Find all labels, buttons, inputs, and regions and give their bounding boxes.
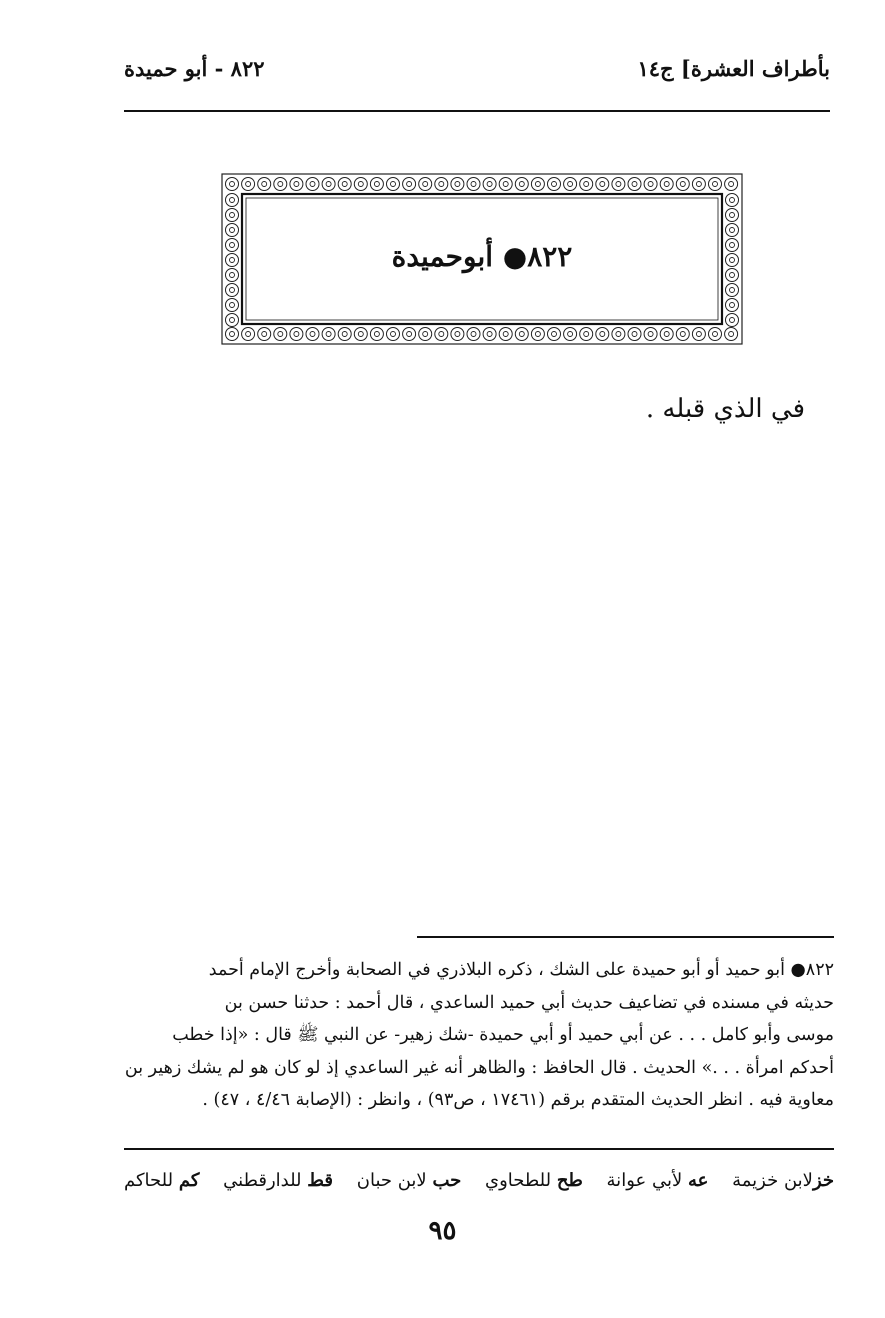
ornament-motif bbox=[403, 328, 416, 341]
ornament-motif bbox=[226, 328, 239, 341]
ornament-motif bbox=[580, 328, 593, 341]
ornament-motif bbox=[290, 178, 303, 191]
ornament-motif bbox=[709, 178, 722, 191]
ornament-motif bbox=[726, 314, 739, 327]
ornament-motif-center bbox=[391, 332, 396, 337]
ornament-motif-center bbox=[407, 182, 412, 187]
ornament-motif-center bbox=[713, 332, 718, 337]
ornament-motif bbox=[725, 328, 738, 341]
ornament-motif bbox=[354, 178, 367, 191]
ornament-motif-center bbox=[358, 332, 363, 337]
ornament-motif-center bbox=[729, 182, 734, 187]
footnote-line: أحدكم امرأة . . .» الحديث . قال الحافظ : والظاهر أنه غير الساعدي إذ لو كان هو لم يشك زهير بن bbox=[124, 1057, 834, 1078]
running-title-chapter: ٨٢٢ - أبو حميدة bbox=[124, 56, 265, 81]
ornament-motif-center bbox=[730, 258, 735, 263]
ornament-motif bbox=[564, 178, 577, 191]
ornament-motif-center bbox=[230, 213, 235, 218]
ornament-motif-center bbox=[584, 182, 589, 187]
ornament-motif-center bbox=[374, 182, 379, 187]
ornament-motif-center bbox=[648, 332, 653, 337]
ornament-motif-center bbox=[680, 182, 685, 187]
ornament-motif bbox=[531, 328, 544, 341]
ornament-motif bbox=[226, 314, 239, 327]
ornament-motif bbox=[306, 328, 319, 341]
ornament-motif bbox=[258, 178, 271, 191]
ornament-motif-center bbox=[730, 228, 735, 233]
ornament-motif bbox=[628, 178, 641, 191]
ornament-motif bbox=[548, 178, 561, 191]
ornament-motif-center bbox=[455, 182, 460, 187]
ornament-motif-center bbox=[730, 303, 735, 308]
ornament-motif-center bbox=[552, 182, 557, 187]
ornament-motif-center bbox=[487, 182, 492, 187]
ornament-motif bbox=[226, 284, 239, 297]
ornament-motif bbox=[467, 328, 480, 341]
footnote-line: موسى وأبو كامل . . . عن أبي حميد أو أبي حميدة -شك زهير- عن النبي ﷺ قال : «إذا خطب bbox=[172, 1025, 834, 1045]
ornament-motif bbox=[435, 178, 448, 191]
ornament-motif-center bbox=[230, 228, 235, 233]
ornament-motif-center bbox=[230, 258, 235, 263]
ornament-motif-center bbox=[423, 182, 428, 187]
entry-title: ٨٢٢● أبوحميدة bbox=[391, 240, 573, 273]
ornament-motif-center bbox=[310, 182, 315, 187]
ornament-motif-center bbox=[730, 243, 735, 248]
ornament-motif bbox=[726, 284, 739, 297]
ornament-motif bbox=[676, 178, 689, 191]
ornament-motif-center bbox=[439, 182, 444, 187]
ornament-motif bbox=[290, 328, 303, 341]
ornament-motif-center bbox=[358, 182, 363, 187]
ornament-motif bbox=[660, 328, 673, 341]
ornament-motif bbox=[644, 178, 657, 191]
ornament-motif bbox=[322, 178, 335, 191]
footnote-line: معاوية فيه . انظر الحديث المتقدم برقم (١٧٤٦١ ، ص٩٣) ، وانظر : (الإصابة ٤/٤٦ ، ٤٧) . bbox=[202, 1090, 834, 1110]
ornament-motif bbox=[726, 269, 739, 282]
ornament-motif-center bbox=[632, 182, 637, 187]
ornament-motif-center bbox=[310, 332, 315, 337]
ornament-motif-center bbox=[439, 332, 444, 337]
ornament-motif bbox=[644, 328, 657, 341]
ornament-motif-center bbox=[713, 182, 718, 187]
ornament-motif-center bbox=[680, 332, 685, 337]
ornament-motif-center bbox=[246, 182, 251, 187]
ornament-motif bbox=[226, 239, 239, 252]
ornament-motif-center bbox=[278, 332, 283, 337]
ornament-motif bbox=[387, 178, 400, 191]
ornament-motif-center bbox=[535, 182, 540, 187]
ornament-motif-center bbox=[519, 182, 524, 187]
ornament-motif bbox=[387, 328, 400, 341]
ornament-motif bbox=[499, 328, 512, 341]
ornament-motif bbox=[709, 328, 722, 341]
ornament-motif-center bbox=[730, 213, 735, 218]
ornament-motif-center bbox=[342, 332, 347, 337]
ornament-motif-center bbox=[230, 198, 235, 203]
ornament-motif-center bbox=[600, 332, 605, 337]
ornament-motif bbox=[258, 328, 271, 341]
page-header bbox=[124, 56, 830, 96]
ornament-motif-center bbox=[230, 332, 235, 337]
ornament-motif bbox=[726, 254, 739, 267]
ornament-motif bbox=[226, 194, 239, 207]
ornament-motif bbox=[419, 178, 432, 191]
ornament-motif bbox=[483, 178, 496, 191]
ornament-motif bbox=[676, 328, 689, 341]
ornament-motif-center bbox=[230, 318, 235, 323]
ornament-motif-center bbox=[730, 288, 735, 293]
ornament-motif-center bbox=[455, 332, 460, 337]
ornament-motif bbox=[726, 239, 739, 252]
ornament-motif-center bbox=[230, 243, 235, 248]
ornament-motif-center bbox=[342, 182, 347, 187]
ornament-motif-center bbox=[729, 332, 734, 337]
ornament-motif bbox=[660, 178, 673, 191]
ornament-motif bbox=[612, 328, 625, 341]
ornament-motif-center bbox=[664, 182, 669, 187]
ornament-motif bbox=[726, 194, 739, 207]
ornament-motif-center bbox=[616, 332, 621, 337]
ornament-motif bbox=[274, 328, 287, 341]
abbreviation-item: حب لابن حبان bbox=[356, 1169, 462, 1191]
footnote-line: حديثه في مسنده في تضاعيف حديث أبي حميد الساعدي ، قال أحمد : حدثنا حسن بن bbox=[224, 992, 834, 1013]
abbreviation-item: طح للطحاوي bbox=[485, 1169, 583, 1191]
ornament-motif-center bbox=[374, 332, 379, 337]
ornament-motif-center bbox=[730, 198, 735, 203]
ornament-motif bbox=[226, 254, 239, 267]
ornament-motif-center bbox=[407, 332, 412, 337]
footnote bbox=[124, 954, 834, 1117]
ornament-motif-center bbox=[294, 182, 299, 187]
ornament-motif bbox=[226, 178, 239, 191]
ornament-motif bbox=[306, 178, 319, 191]
ornament-motif bbox=[692, 178, 705, 191]
ornament-motif bbox=[483, 328, 496, 341]
ornament-motif bbox=[226, 209, 239, 222]
ornament-motif-center bbox=[730, 318, 735, 323]
ornament-motif-center bbox=[278, 182, 283, 187]
ornament-motif-center bbox=[535, 332, 540, 337]
page-number: ٩٥ bbox=[428, 1216, 457, 1246]
ornament-motif-center bbox=[471, 332, 476, 337]
ornament-motif-center bbox=[487, 332, 492, 337]
ornament-motif bbox=[274, 178, 287, 191]
ornament-motif-center bbox=[648, 182, 653, 187]
ornament-motif-center bbox=[584, 332, 589, 337]
abbreviations-legend bbox=[124, 1160, 834, 1200]
ornament-motif bbox=[354, 328, 367, 341]
ornament-motif bbox=[435, 328, 448, 341]
running-title-book: بأطراف العشرة] ج١٤ bbox=[637, 56, 830, 81]
ornament-motif-center bbox=[503, 332, 508, 337]
ornament-motif-center bbox=[730, 273, 735, 278]
ornament-motif-center bbox=[503, 182, 508, 187]
ornament-motif bbox=[226, 224, 239, 237]
ornament-motif-center bbox=[696, 182, 701, 187]
ornament-motif bbox=[725, 178, 738, 191]
ornament-motif bbox=[499, 178, 512, 191]
ornament-motif bbox=[242, 328, 255, 341]
ornament-motif-center bbox=[552, 332, 557, 337]
ornament-motif bbox=[451, 328, 464, 341]
ornament-motif-center bbox=[568, 332, 573, 337]
ornament-motif-center bbox=[616, 182, 621, 187]
ornament-motif-center bbox=[326, 182, 331, 187]
ornament-motif bbox=[596, 328, 609, 341]
abbreviations-divider bbox=[124, 1148, 834, 1150]
ornament-motif bbox=[451, 178, 464, 191]
ornament-motif bbox=[628, 328, 641, 341]
abbreviation-item: قط للدارقطني bbox=[223, 1169, 333, 1191]
ornament-motif-center bbox=[664, 332, 669, 337]
ornament-motif bbox=[226, 269, 239, 282]
ornament-motif bbox=[338, 328, 351, 341]
ornament-motif-center bbox=[294, 332, 299, 337]
footnote-divider bbox=[417, 936, 834, 938]
ornament-motif-center bbox=[423, 332, 428, 337]
ornament-motif bbox=[726, 209, 739, 222]
ornament-motif bbox=[580, 178, 593, 191]
ornament-motif bbox=[596, 178, 609, 191]
body-text: في الذي قبله . bbox=[645, 394, 805, 424]
ornament-motif-center bbox=[230, 182, 235, 187]
ornament-motif bbox=[726, 299, 739, 312]
ornament-motif bbox=[612, 178, 625, 191]
ornament-motif bbox=[242, 178, 255, 191]
ornament-motif-center bbox=[246, 332, 251, 337]
ornament-motif bbox=[370, 328, 383, 341]
ornament-motif-center bbox=[262, 182, 267, 187]
ornament-motif bbox=[726, 224, 739, 237]
ornament-motif bbox=[370, 178, 383, 191]
ornament-motif bbox=[322, 328, 335, 341]
ornament-motif bbox=[564, 328, 577, 341]
ornament-motif-center bbox=[230, 303, 235, 308]
ornament-motif-center bbox=[391, 182, 396, 187]
ornament-motif bbox=[403, 178, 416, 191]
ornament-motif-center bbox=[632, 332, 637, 337]
abbreviation-item: خزلابن خزيمة bbox=[732, 1169, 834, 1191]
ornament-motif-center bbox=[696, 332, 701, 337]
ornament-motif bbox=[419, 328, 432, 341]
footnote-line: ٨٢٢● أبو حميد أو أبو حميدة على الشك ، ذكره البلاذري في الصحابة وأخرج الإمام أحمد bbox=[208, 960, 834, 980]
ornament-motif bbox=[515, 178, 528, 191]
abbreviation-item: عه لأبي عوانة bbox=[606, 1169, 709, 1191]
ornament-motif-center bbox=[600, 182, 605, 187]
header-divider bbox=[124, 110, 830, 112]
ornament-motif bbox=[338, 178, 351, 191]
ornament-motif bbox=[548, 328, 561, 341]
ornament-motif bbox=[692, 328, 705, 341]
ornament-motif bbox=[226, 299, 239, 312]
ornament-motif-center bbox=[230, 288, 235, 293]
ornament-motif-center bbox=[262, 332, 267, 337]
ornament-motif-center bbox=[471, 182, 476, 187]
ornament-motif bbox=[467, 178, 480, 191]
ornament-motif-center bbox=[568, 182, 573, 187]
ornament-motif bbox=[515, 328, 528, 341]
ornament-motif-center bbox=[326, 332, 331, 337]
ornament-motif-center bbox=[519, 332, 524, 337]
ornament-motif-center bbox=[230, 273, 235, 278]
abbreviation-item: كم للحاكم bbox=[124, 1169, 200, 1191]
ornament-motif bbox=[531, 178, 544, 191]
